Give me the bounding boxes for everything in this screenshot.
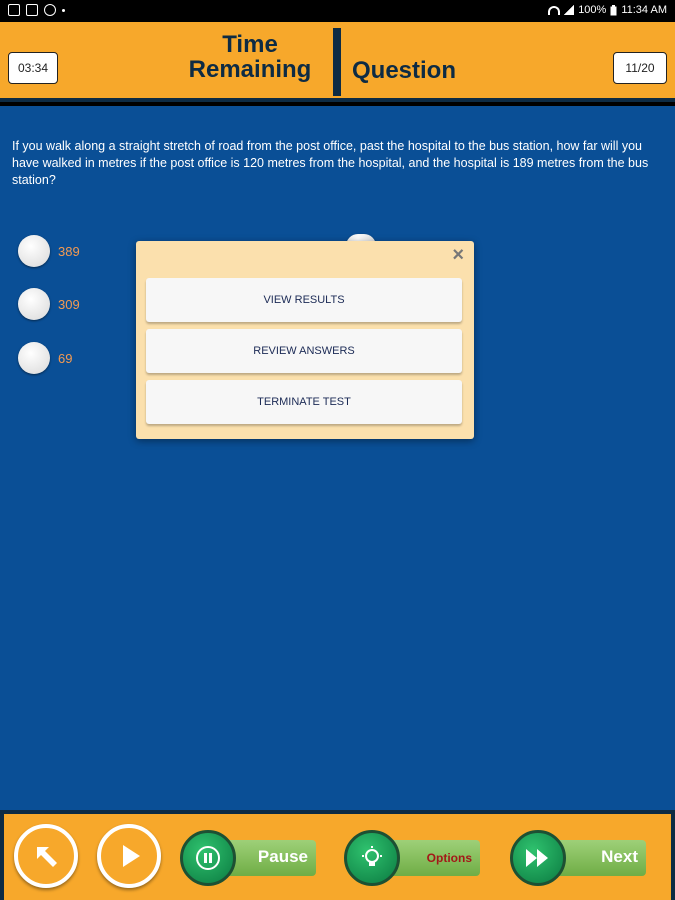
answer-option[interactable]: [18, 235, 80, 267]
time-title-line1: Time: [222, 31, 278, 58]
header: [0, 22, 675, 102]
signal-icon: [564, 5, 574, 15]
pause-label: Pause: [257, 847, 308, 866]
footer-toolbar: [4, 814, 671, 900]
answer-option[interactable]: [18, 342, 72, 374]
pause-button[interactable]: [198, 840, 316, 876]
play-icon: [112, 839, 146, 873]
pause-icon-circle: [180, 830, 236, 886]
notification-icons: [8, 4, 65, 16]
answer-label: 309: [58, 296, 80, 312]
image-notification-icon: [8, 4, 20, 16]
options-label: Options: [426, 851, 472, 865]
header-divider: [333, 28, 341, 96]
time-remaining-title: [175, 32, 325, 82]
system-status: [548, 4, 667, 16]
wifi-icon: [548, 6, 560, 15]
back-button[interactable]: [14, 824, 78, 888]
next-icon-circle: [510, 830, 566, 886]
view-results-button[interactable]: VIEW RESULTS: [146, 278, 462, 322]
email-notification-icon: [44, 4, 56, 16]
pause-icon: [195, 845, 221, 871]
clock: 11:34 AM: [621, 4, 667, 16]
back-arrow-icon: [29, 839, 63, 873]
next-button[interactable]: [528, 840, 646, 876]
battery-icon: [610, 5, 617, 16]
more-notifications-icon: [62, 9, 65, 12]
answer-label: 389: [58, 243, 80, 259]
play-button[interactable]: [97, 824, 161, 888]
radio-button[interactable]: [18, 342, 50, 374]
options-icon-circle: [344, 830, 400, 886]
review-answers-button[interactable]: REVIEW ANSWERS: [146, 329, 462, 373]
battery-percent: 100%: [578, 4, 607, 16]
lightbulb-icon: [359, 845, 385, 871]
options-button[interactable]: [362, 840, 480, 876]
app-notification-icon: [26, 4, 38, 16]
radio-button[interactable]: [18, 288, 50, 320]
fast-forward-icon: [523, 845, 553, 871]
options-dialog: [136, 241, 474, 439]
answer-label: 69: [58, 350, 73, 366]
answer-option[interactable]: [18, 288, 80, 320]
close-icon[interactable]: ×: [452, 244, 464, 266]
question-title: Question: [352, 57, 457, 84]
time-title-line2: Remaining: [188, 56, 312, 83]
radio-button[interactable]: [18, 235, 50, 267]
terminate-test-button[interactable]: TERMINATE TEST: [146, 380, 462, 424]
question-text: If you walk along a straight stretch of road from the post office, past the hospital to the bus station, how far will you have walked in metres if the post office is 120 metres from the hospital, and the hospital is 189 metres from the bus station?: [12, 139, 649, 187]
timer-display: 03:34: [8, 52, 58, 84]
question-counter: 11/20: [613, 52, 667, 84]
question-panel: [0, 106, 675, 810]
status-bar: [0, 0, 675, 22]
footer: [0, 810, 675, 900]
next-label: Next: [601, 847, 638, 866]
